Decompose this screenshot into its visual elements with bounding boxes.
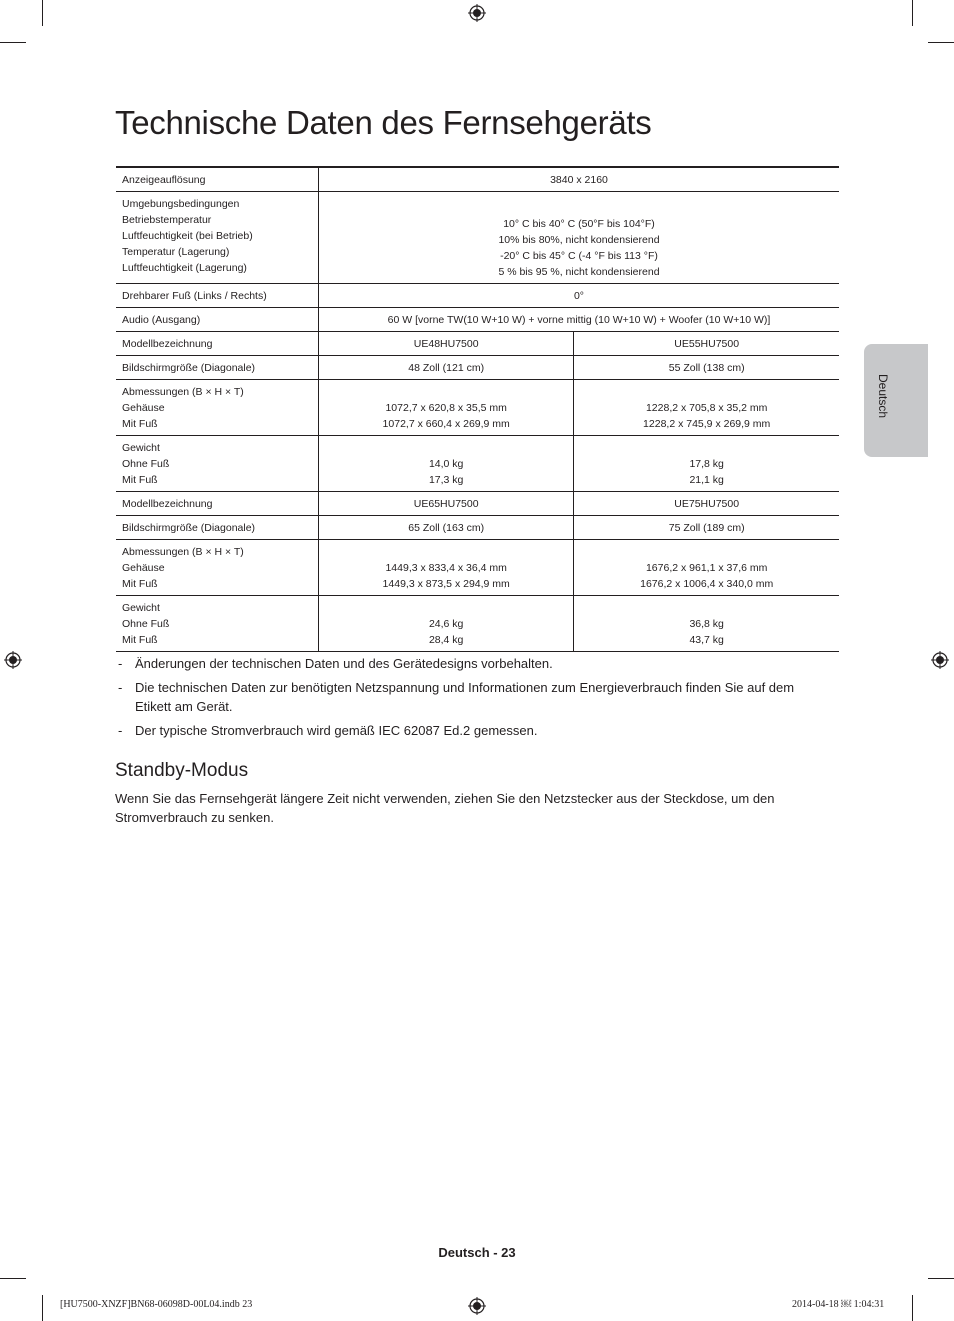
crop-mark (42, 1295, 43, 1321)
value-line: 1072,7 x 620,8 x 35,5 mm (385, 402, 507, 414)
dimensions (574, 380, 839, 436)
value-line: 1449,3 x 833,4 x 36,4 mm (385, 562, 507, 574)
page-title: Technische Daten des Fernsehgeräts (115, 104, 652, 141)
row-value (319, 192, 840, 284)
note-text: Die technischen Daten zur benötigten Netzspannung und Informationen zum Energieverbrauch finden Sie auf dem Etikett am Gerät. (135, 680, 795, 714)
row-label: Audio (Ausgang) (116, 308, 319, 332)
row-value: 3840 x 2160 (319, 167, 840, 192)
label-line: Mit Fuß (122, 474, 158, 486)
value-line: 14,0 kg (428, 458, 464, 470)
value-line: 1228,2 x 705,8 x 35,2 mm (645, 402, 768, 414)
table-row (116, 380, 839, 436)
registration-mark-icon (931, 651, 949, 669)
table-row (116, 540, 839, 596)
table-row (116, 167, 839, 192)
language-tab (864, 344, 928, 457)
dimensions (574, 540, 839, 596)
row-value: 0° (319, 284, 840, 308)
screen-size: 48 Zoll (121 cm) (319, 356, 574, 380)
model-name: UE48HU7500 (319, 332, 574, 356)
row-value: 60 W [vorne TW(10 W+10 W) + vorne mittig (10 W+10 W) + Woofer (10 W+10 W)] (319, 308, 840, 332)
spec-table (116, 166, 839, 652)
label-line: Luftfeuchtigkeit (bei Betrieb) (122, 230, 253, 242)
value-line: 21,1 kg (689, 474, 724, 486)
label-line: Gewicht (122, 442, 160, 454)
value-line: 24,6 kg (428, 618, 464, 630)
screen-size: 65 Zoll (163 cm) (319, 516, 574, 540)
value-line: 1676,2 x 961,1 x 37,6 mm (645, 562, 768, 574)
section-paragraph: Wenn Sie das Fernsehgerät längere Zeit nicht verwenden, ziehen Sie den Netzstecker aus der Steckdose, um den Stromverbrauch zu senken. (115, 791, 775, 825)
value-line: 17,3 kg (428, 474, 464, 486)
label-line: Abmessungen (B × H × T) (122, 546, 244, 558)
section-heading: Standby-Modus (115, 760, 249, 781)
crop-mark (912, 0, 913, 26)
row-label (116, 436, 319, 492)
row-label: Bildschirmgröße (Diagonale) (116, 356, 319, 380)
crop-mark (42, 0, 43, 26)
label-line: Gehäuse (122, 562, 165, 574)
footer-file: [HU7500-XNZF]BN68-06098D-00L04.indb 23 (60, 1299, 253, 1310)
weight (319, 596, 574, 652)
screen-size: 55 Zoll (138 cm) (574, 356, 839, 380)
row-label: Modellbezeichnung (116, 492, 319, 516)
label-line: Mit Fuß (122, 578, 158, 590)
value-line: 1072,7 x 660,4 x 269,9 mm (382, 418, 510, 430)
table-row (116, 596, 839, 652)
row-label (116, 596, 319, 652)
row-label (116, 540, 319, 596)
list-item (116, 654, 816, 673)
label-line: Ohne Fuß (122, 618, 170, 630)
dimensions (319, 380, 574, 436)
label-line: Mit Fuß (122, 418, 158, 430)
table-row (116, 436, 839, 492)
registration-mark-icon (468, 1297, 486, 1315)
value-line: 17,8 kg (689, 458, 724, 470)
note-text: Änderungen der technischen Daten und des Gerätedesigns vorbehalten. (135, 656, 553, 671)
bullet-dash: - (118, 656, 123, 671)
registration-mark-icon (468, 4, 486, 22)
row-label: Modellbezeichnung (116, 332, 319, 356)
bullet-dash: - (118, 680, 123, 695)
row-label: Drehbarer Fuß (Links / Rechts) (116, 284, 319, 308)
label-line: Gewicht (122, 602, 160, 614)
label-line: Betriebstemperatur (122, 214, 212, 226)
value-line: 10% bis 80%, nicht kondensierend (498, 234, 660, 246)
language-tab-label: Deutsch (876, 374, 890, 419)
row-label (116, 192, 319, 284)
label-line: Luftfeuchtigkeit (Lagerung) (122, 262, 247, 274)
crop-mark (928, 1278, 954, 1279)
table-row (116, 284, 839, 308)
list-item (116, 678, 816, 716)
value-line: -20° C bis 45° C (-4 °F bis 113 °F) (500, 250, 658, 262)
label-line: Temperatur (Lagerung) (122, 246, 230, 258)
table-row (116, 332, 839, 356)
table-row (116, 492, 839, 516)
footer-timestamp: 2014-04-18 ￼ 1:04:31 (792, 1299, 885, 1310)
crop-mark (0, 1278, 26, 1279)
page-number: Deutsch - 23 (438, 1245, 516, 1260)
model-name: UE75HU7500 (574, 492, 839, 516)
value-line: 28,4 kg (428, 634, 464, 646)
model-name: UE65HU7500 (319, 492, 574, 516)
crop-mark (912, 1295, 913, 1321)
table-row (116, 308, 839, 332)
table-row (116, 516, 839, 540)
value-line: 1449,3 x 873,5 x 294,9 mm (382, 578, 510, 590)
bullet-dash: - (118, 723, 123, 738)
dimensions (319, 540, 574, 596)
value-line: 43,7 kg (689, 634, 724, 646)
registration-mark-icon (4, 651, 22, 669)
value-line: 1228,2 x 745,9 x 269,9 mm (643, 418, 771, 430)
weight (574, 596, 839, 652)
model-name: UE55HU7500 (574, 332, 839, 356)
crop-mark (928, 42, 954, 43)
weight (574, 436, 839, 492)
row-label (116, 380, 319, 436)
value-line: 36,8 kg (689, 618, 724, 630)
weight (319, 436, 574, 492)
value-line: 1676,2 x 1006,4 x 340,0 mm (640, 578, 774, 590)
note-text: Der typische Stromverbrauch wird gemäß IEC 62087 Ed.2 gemessen. (135, 723, 538, 738)
table-row (116, 356, 839, 380)
table-row (116, 192, 839, 284)
label-line: Gehäuse (122, 402, 165, 414)
label-line: Ohne Fuß (122, 458, 170, 470)
value-line: 5 % bis 95 %, nicht kondensierend (498, 266, 660, 278)
row-label: Anzeigeauflösung (116, 167, 319, 192)
notes-list (116, 654, 816, 745)
row-label: Bildschirmgröße (Diagonale) (116, 516, 319, 540)
list-item (116, 721, 816, 740)
label-line: Umgebungsbedingungen (122, 198, 240, 210)
screen-size: 75 Zoll (189 cm) (574, 516, 839, 540)
label-line: Abmessungen (B × H × T) (122, 386, 244, 398)
value-line: 10° C bis 40° C (50°F bis 104°F) (503, 218, 655, 230)
label-line: Mit Fuß (122, 634, 158, 646)
crop-mark (0, 42, 26, 43)
